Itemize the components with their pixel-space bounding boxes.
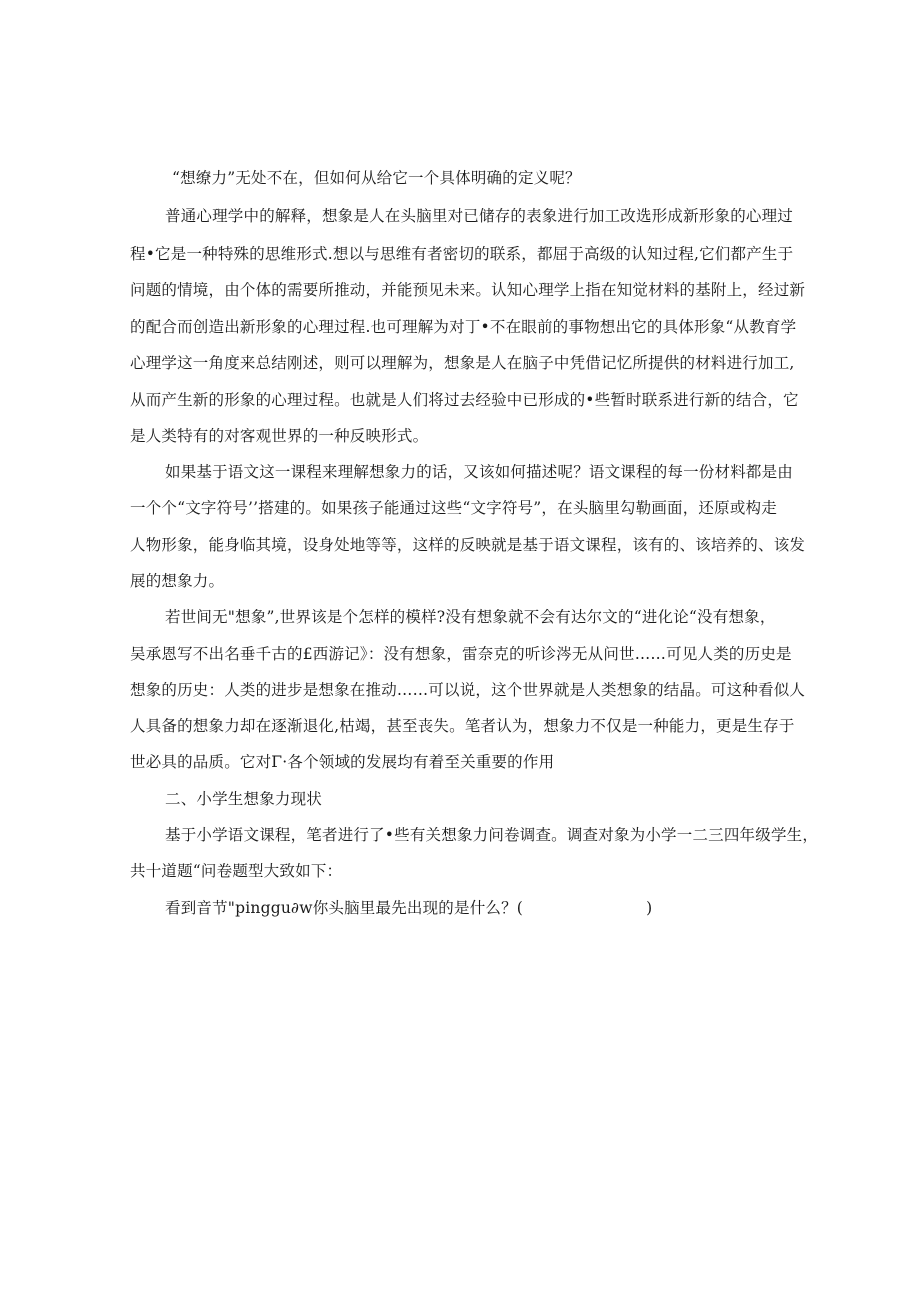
section-heading: 二、小学生想象力现状 bbox=[165, 790, 323, 808]
paragraph-3-line-5: 世必具的品质。它对Γ·各个领域的发展均有着至关重要的作用 bbox=[130, 753, 555, 771]
paragraph-3-line-1: 若世间无"想象”,世界该是个怎样的模样?没有想象就不会有达尔文的“进化论“没有想象， bbox=[165, 608, 776, 626]
survey-question: 看到音节"pinggu∂w你头脑里最先出现的是什么？( ) bbox=[165, 899, 653, 917]
paragraph-1-line-1: 普通心理学中的解释，想象是人在头脑里对已储存的表象进行加工改选形成新形象的心理过 bbox=[165, 207, 794, 225]
paragraph-3-line-4: 人具备的想象力却在逐渐退化,枯竭，甚至丧失。笔者认为，想象力不仅是一种能力，更是生存于 bbox=[130, 717, 795, 735]
paragraph-1-line-2: 程•它是一种特殊的思维形式.想以与思维有者密切的联系，都屈于高级的认知过程,它们都产生于 bbox=[130, 245, 794, 263]
intro-question: “想缭力”无处不在，但如何从给它一个具体明确的定义呢？ bbox=[172, 169, 581, 187]
paragraph-1-line-4: 的配合而创造出新形象的心理过程.也可理解为对丁•不在眼前的事物想出它的具体形象“从教育学 bbox=[130, 318, 797, 336]
paragraph-3-line-2: 吴承恩写不出名垂千古的£西游记》：没有想象，雷奈克的听诊涔无从问世……可见人类的历史是 bbox=[130, 645, 792, 663]
paragraph-4-line-2: 共十道题“问卷题型大致如下： bbox=[130, 862, 343, 880]
paragraph-3-line-3: 想象的历史：人类的进步是想象在推动……可以说，这个世界就是人类想象的结晶。可这种看似人 bbox=[130, 681, 806, 699]
paragraph-2-line-2: 一个个“文字符号’’搭建的。如果孩子能通过这些“文字符号”，在头脑里勾勒画面，还原或构走 bbox=[130, 499, 777, 517]
paragraph-4-line-1: 基于小学语文课程，笔者进行了•些有关想象力问卷调查。调查对象为小学一二三四年级学生， bbox=[165, 826, 819, 844]
paragraph-1-line-3: 问题的情境，由个体的需要所推动，并能预见未来。认知心理学上指在知觉材料的基附上，经过新 bbox=[130, 281, 806, 299]
paragraph-1-line-6: 从而产生新的形象的心理过程。也就是人们将过去经验中已形成的•些暂时联系进行新的结合，它 bbox=[130, 391, 799, 409]
paragraph-1-line-7: 是人类特有的对客观世界的一种反映形式。 bbox=[130, 427, 429, 445]
paragraph-2-line-4: 展的想象力。 bbox=[130, 572, 225, 590]
paragraph-2-line-3: 人物形象，能身临其境，设身处地等等，这样的反映就是基于语文课程，该有的、该培养的、该发 bbox=[130, 536, 806, 554]
paragraph-1-line-5: 心理学这一角度来总结刚述，则可以理解为，想象是人在脑子中凭借记忆所提供的材料进行加工, bbox=[130, 354, 795, 372]
paragraph-2-line-1: 如果基于语文这一课程来理解想象力的话，又该如何描述呢？语文课程的每一份材料都是由 bbox=[165, 463, 794, 481]
